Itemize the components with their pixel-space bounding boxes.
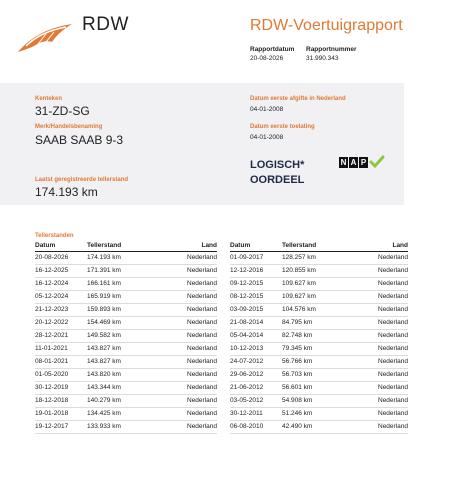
cell-datum: 09-12-2015 bbox=[230, 280, 264, 287]
cell-tellerstand: 143.827 km bbox=[87, 358, 121, 365]
cell-datum: 16-12-2024 bbox=[35, 280, 69, 287]
tellerstanden-table-right bbox=[230, 241, 408, 434]
table-row bbox=[35, 395, 217, 408]
cell-tellerstand: 154.469 km bbox=[87, 319, 121, 326]
cell-tellerstand: 159.893 km bbox=[87, 306, 121, 313]
cell-datum: 01-09-2017 bbox=[230, 254, 264, 261]
table-row bbox=[230, 317, 408, 330]
table-row bbox=[35, 304, 217, 317]
cell-tellerstand: 174.193 km bbox=[87, 254, 121, 261]
brand-name: RDW bbox=[82, 14, 129, 35]
cell-datum: 06-08-2010 bbox=[230, 423, 264, 430]
nap-letter: A bbox=[350, 157, 357, 167]
table-row bbox=[230, 330, 408, 343]
cell-land: Nederland bbox=[378, 397, 408, 404]
cell-land: Nederland bbox=[378, 410, 408, 417]
table-header bbox=[230, 241, 408, 252]
cell-land: Nederland bbox=[187, 384, 217, 391]
cell-tellerstand: 133.933 km bbox=[87, 423, 121, 430]
cell-land: Nederland bbox=[187, 410, 217, 417]
nap-check-icon bbox=[369, 155, 385, 169]
cell-land: Nederland bbox=[187, 267, 217, 274]
eerste-afgifte-value: 04-01-2008 bbox=[250, 106, 284, 113]
header-datum: Datum bbox=[230, 242, 251, 249]
table-row bbox=[230, 304, 408, 317]
kenteken-value: 31-ZD-SG bbox=[35, 104, 90, 118]
cell-land: Nederland bbox=[187, 293, 217, 300]
cell-tellerstand: 171.391 km bbox=[87, 267, 121, 274]
table-row bbox=[230, 421, 408, 434]
cell-tellerstand: 166.161 km bbox=[87, 280, 121, 287]
cell-land: Nederland bbox=[378, 332, 408, 339]
eerste-toelating-label: Datum eerste toelating bbox=[250, 124, 315, 130]
table-row bbox=[35, 317, 217, 330]
table-row bbox=[35, 369, 217, 382]
report-title: RDW-Voertuigrapport bbox=[250, 17, 403, 34]
cell-land: Nederland bbox=[187, 358, 217, 365]
cell-datum: 28-12-2021 bbox=[35, 332, 69, 339]
cell-datum: 11-01-2021 bbox=[35, 345, 68, 352]
cell-land: Nederland bbox=[378, 358, 408, 365]
cell-tellerstand: 56.601 km bbox=[282, 384, 313, 391]
cell-tellerstand: 56.703 km bbox=[282, 371, 313, 378]
cell-tellerstand: 149.582 km bbox=[87, 332, 121, 339]
cell-land: Nederland bbox=[378, 423, 408, 430]
table-row bbox=[230, 343, 408, 356]
table-row bbox=[230, 369, 408, 382]
table-row bbox=[35, 252, 217, 265]
cell-land: Nederland bbox=[378, 293, 408, 300]
cell-datum: 08-12-2015 bbox=[230, 293, 264, 300]
cell-datum: 01-05-2020 bbox=[35, 371, 69, 378]
table-row bbox=[35, 330, 217, 343]
cell-land: Nederland bbox=[378, 384, 408, 391]
cell-datum: 24-07-2012 bbox=[230, 358, 264, 365]
cell-tellerstand: 109.627 km bbox=[282, 280, 316, 287]
table-row bbox=[35, 408, 217, 421]
cell-datum: 19-01-2018 bbox=[35, 410, 69, 417]
table-row bbox=[230, 252, 408, 265]
header-land: Land bbox=[392, 242, 408, 249]
cell-datum: 03-05-2012 bbox=[230, 397, 264, 404]
cell-tellerstand: 54.908 km bbox=[282, 397, 313, 404]
rapportnummer-label: Rapportnummer bbox=[306, 46, 357, 53]
oordeel-line-1: LOGISCH* bbox=[250, 159, 305, 171]
cell-tellerstand: 104.576 km bbox=[282, 306, 316, 313]
cell-datum: 30-12-2019 bbox=[35, 384, 69, 391]
rapportdatum-block bbox=[250, 45, 294, 63]
table-row bbox=[230, 395, 408, 408]
cell-tellerstand: 84.795 km bbox=[282, 319, 313, 326]
cell-datum: 18-12-2018 bbox=[35, 397, 69, 404]
cell-tellerstand: 140.279 km bbox=[87, 397, 121, 404]
cell-tellerstand: 79.345 km bbox=[282, 345, 313, 352]
cell-land: Nederland bbox=[187, 319, 217, 326]
cell-land: Nederland bbox=[187, 345, 217, 352]
cell-land: Nederland bbox=[187, 397, 217, 404]
cell-tellerstand: 134.425 km bbox=[87, 410, 121, 417]
table-row bbox=[230, 408, 408, 421]
nap-letter: P bbox=[360, 157, 367, 167]
header-land: Land bbox=[201, 242, 217, 249]
merk-value: SAAB SAAB 9-3 bbox=[35, 133, 124, 147]
cell-datum: 16-12-2025 bbox=[35, 267, 69, 274]
cell-land: Nederland bbox=[187, 332, 217, 339]
table-row bbox=[35, 265, 217, 278]
cell-land: Nederland bbox=[378, 345, 408, 352]
table-row bbox=[35, 356, 217, 369]
cell-datum: 19-12-2017 bbox=[35, 423, 69, 430]
cell-tellerstand: 143.820 km bbox=[87, 371, 121, 378]
cell-datum: 12-12-2016 bbox=[230, 267, 264, 274]
cell-land: Nederland bbox=[378, 319, 408, 326]
cell-tellerstand: 82.748 km bbox=[282, 332, 313, 339]
cell-datum: 20-08-2026 bbox=[35, 254, 69, 261]
table-row bbox=[230, 278, 408, 291]
tellerstand-value: 174.193 km bbox=[35, 185, 98, 199]
cell-tellerstand: 109.627 km bbox=[282, 293, 316, 300]
oordeel bbox=[250, 158, 304, 188]
cell-datum: 21-06-2012 bbox=[230, 384, 264, 391]
cell-datum: 10-12-2013 bbox=[230, 345, 264, 352]
cell-land: Nederland bbox=[187, 254, 217, 261]
table-row bbox=[35, 343, 217, 356]
merk-label: Merk/Handelsbenaming bbox=[35, 124, 103, 130]
header-datum: Datum bbox=[35, 242, 56, 249]
cell-tellerstand: 128.257 km bbox=[282, 254, 316, 261]
cell-land: Nederland bbox=[187, 371, 217, 378]
cell-land: Nederland bbox=[378, 254, 408, 261]
cell-land: Nederland bbox=[378, 267, 408, 274]
cell-land: Nederland bbox=[378, 371, 408, 378]
cell-datum: 20-12-2022 bbox=[35, 319, 69, 326]
cell-datum: 05-04-2014 bbox=[230, 332, 264, 339]
cell-tellerstand: 51.246 km bbox=[282, 410, 313, 417]
cell-datum: 29-06-2012 bbox=[230, 371, 264, 378]
rapportdatum-value: 20-08-2026 bbox=[250, 55, 284, 62]
table-row bbox=[230, 291, 408, 304]
eerste-toelating-value: 04-01-2008 bbox=[250, 134, 284, 141]
eerste-afgifte-label: Datum eerste afgifte in Nederland bbox=[250, 96, 346, 102]
cell-tellerstand: 42.490 km bbox=[282, 423, 313, 430]
cell-datum: 03-09-2015 bbox=[230, 306, 264, 313]
rapportnummer-value: 31.990.343 bbox=[306, 55, 339, 62]
rdw-logo-icon bbox=[16, 20, 76, 56]
table-row bbox=[35, 291, 217, 304]
cell-land: Nederland bbox=[187, 306, 217, 313]
tellerstanden-title: Tellerstanden bbox=[35, 233, 74, 239]
table-row bbox=[35, 382, 217, 395]
table-header bbox=[35, 241, 217, 252]
table-row bbox=[230, 265, 408, 278]
tellerstanden-table-left bbox=[35, 241, 217, 434]
header-tellerstand: Tellerstand bbox=[282, 242, 317, 249]
cell-datum: 08-01-2021 bbox=[35, 358, 69, 365]
table-row bbox=[230, 382, 408, 395]
cell-tellerstand: 143.827 km bbox=[87, 345, 121, 352]
kenteken-label: Kenteken bbox=[35, 96, 63, 102]
cell-tellerstand: 143.344 km bbox=[87, 384, 121, 391]
tellerstand-label: Laatst geregistreerde tellerstand bbox=[35, 177, 129, 183]
table-row bbox=[230, 356, 408, 369]
cell-land: Nederland bbox=[187, 280, 217, 287]
rapportnummer-block bbox=[306, 45, 357, 63]
cell-land: Nederland bbox=[378, 280, 408, 287]
table-row bbox=[35, 278, 217, 291]
nap-letter: N bbox=[340, 157, 347, 167]
cell-tellerstand: 165.919 km bbox=[87, 293, 121, 300]
cell-datum: 30-12-2011 bbox=[230, 410, 263, 417]
header-tellerstand: Tellerstand bbox=[87, 242, 122, 249]
cell-datum: 21-12-2023 bbox=[35, 306, 69, 313]
cell-tellerstand: 120.855 km bbox=[282, 267, 316, 274]
table-row bbox=[35, 421, 217, 434]
oordeel-line-2: OORDEEL bbox=[250, 174, 305, 186]
nap-logo bbox=[339, 156, 385, 168]
cell-land: Nederland bbox=[378, 306, 408, 313]
cell-datum: 21-08-2014 bbox=[230, 319, 264, 326]
cell-tellerstand: 56.766 km bbox=[282, 358, 313, 365]
rapportdatum-label: Rapportdatum bbox=[250, 46, 295, 53]
cell-land: Nederland bbox=[187, 423, 217, 430]
cell-datum: 05-12-2024 bbox=[35, 293, 69, 300]
